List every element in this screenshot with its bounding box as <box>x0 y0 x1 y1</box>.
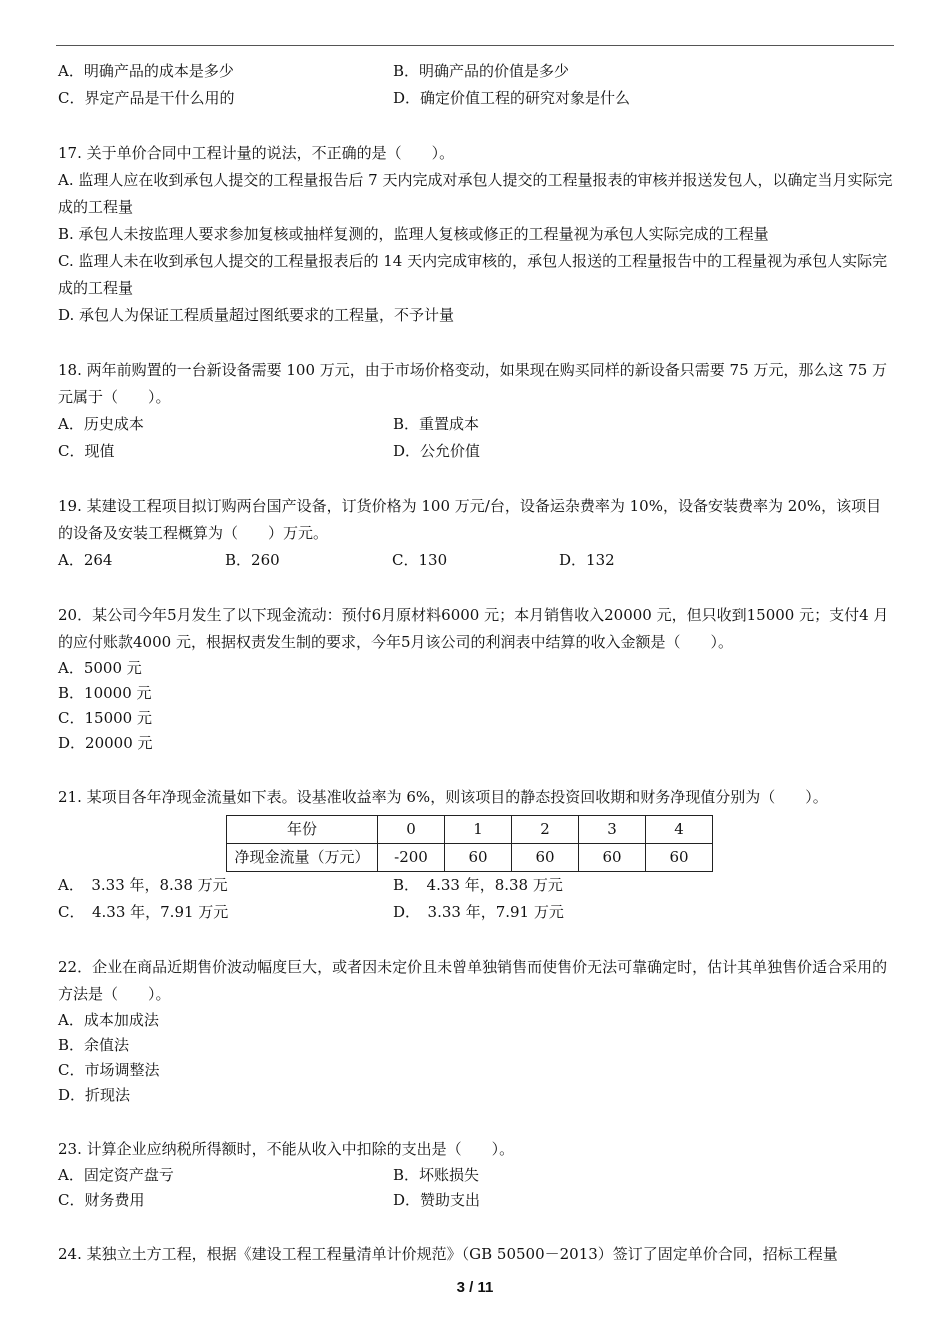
option-a[interactable]: A．264 <box>58 551 113 569</box>
question-24 <box>58 1241 894 1268</box>
option-d[interactable]: D．确定价值工程的研究对象是什么 <box>393 89 631 107</box>
question-23-stem: 23. 计算企业应纳税所得额时，不能从收入中扣除的支出是（ ）。 <box>58 1140 515 1158</box>
table-header-cell: 4 <box>646 816 713 844</box>
option-a[interactable]: A．成本加成法 <box>58 1011 159 1029</box>
question-20-stem: 20．某公司今年5月发生了以下现金流动：预付6月原材料6000 元；本月销售收入20000 元，但只收到15000 元；支付4 月的应付账款4000 元，根据权责发生制的要求，今年5月该公司的利润表中结算的收入金额是（ ）。 <box>58 606 889 651</box>
table-header-cell: 3 <box>579 816 646 844</box>
option-a[interactable]: A．历史成本 <box>58 415 144 433</box>
option-a[interactable]: A．5000 元 <box>58 659 142 677</box>
header-rule <box>56 45 894 46</box>
question-18 <box>58 357 894 465</box>
table-row <box>227 816 713 844</box>
option-c[interactable]: C．15000 元 <box>58 709 152 727</box>
question-20 <box>58 602 894 756</box>
option-b[interactable]: B．明确产品的价值是多少 <box>393 62 570 80</box>
question-21 <box>58 784 894 926</box>
option-d[interactable]: D．折现法 <box>58 1086 131 1104</box>
option-d[interactable]: D． 3.33 年，7.91 万元 <box>393 903 564 921</box>
option-b[interactable]: B．余值法 <box>58 1036 130 1054</box>
page-number: 3 / 11 <box>456 1279 494 1296</box>
option-c[interactable]: C．市场调整法 <box>58 1061 160 1079</box>
table-cell: -200 <box>378 844 445 872</box>
table-header-cell: 年份 <box>227 816 378 844</box>
table-cell: 净现金流量（万元） <box>227 844 378 872</box>
option-c[interactable]: C．财务费用 <box>58 1191 145 1209</box>
option-a[interactable]: A． 3.33 年，8.38 万元 <box>58 876 228 894</box>
table-cell: 60 <box>512 844 579 872</box>
question-23 <box>58 1136 894 1213</box>
exam-page <box>58 58 894 1268</box>
option-b[interactable]: B．260 <box>225 551 280 569</box>
option-a[interactable]: A．明确产品的成本是多少 <box>58 62 234 80</box>
cash-flow-table <box>226 815 713 872</box>
question-21-stem: 21. 某项目各年净现金流量如下表。设基准收益率为 6%，则该项目的静态投资回收期和财务净现值分别为（ ）。 <box>58 788 828 806</box>
question-19 <box>58 493 894 574</box>
question-18-stem: 18. 两年前购置的一台新设备需要 100 万元，由于市场价格变动，如果现在购买同样的新设备只需要 75 万元，那么这 75 万元属于（ ）。 <box>58 361 888 406</box>
question-19-stem: 19. 某建设工程项目拟订购两台国产设备，订货价格为 100 万元/台，设备运杂费率为 10%，设备安装费率为 20%，该项目的设备及安装工程概算为（ ）万元。 <box>58 497 882 542</box>
option-b[interactable]: B．坏账损失 <box>393 1166 480 1184</box>
option-b[interactable]: B．重置成本 <box>393 415 480 433</box>
table-cell: 60 <box>445 844 512 872</box>
table-header-cell: 0 <box>378 816 445 844</box>
table-cell: 60 <box>579 844 646 872</box>
option-c[interactable]: C．130 <box>392 551 448 569</box>
question-24-stem: 24. 某独立土方工程，根据《建设工程工程量清单计价规范》（GB 50500－2013）签订了固定单价合同，招标工程量 <box>58 1245 838 1263</box>
question-16-options <box>58 58 894 112</box>
option-d[interactable]: D. 承包人为保证工程质量超过图纸要求的工程量，不予计量 <box>58 306 455 324</box>
option-c[interactable]: C． 4.33 年，7.91 万元 <box>58 903 229 921</box>
option-d[interactable]: D．132 <box>559 551 615 569</box>
question-22 <box>58 954 894 1108</box>
option-b[interactable]: B. 承包人未按监理人要求参加复核或抽样复测的，监理人复核或修正的工程量视为承包人实际完成的工程量 <box>58 225 769 243</box>
option-c[interactable]: C．现值 <box>58 442 115 460</box>
table-row <box>227 844 713 872</box>
option-d[interactable]: D．赞助支出 <box>393 1191 481 1209</box>
option-b[interactable]: B．10000 元 <box>58 684 152 702</box>
option-c[interactable]: C．界定产品是干什么用的 <box>58 89 235 107</box>
table-header-cell: 1 <box>445 816 512 844</box>
table-cell: 60 <box>646 844 713 872</box>
option-a[interactable]: A. 监理人应在收到承包人提交的工程量报告后 7 天内完成对承包人提交的工程量报表的审核并报送发包人，以确定当月实际完成的工程量 <box>58 171 893 216</box>
question-22-stem: 22．企业在商品近期售价波动幅度巨大，或者因未定价且未曾单独销售而使售价无法可靠确定时，估计其单独售价适合采用的方法是（ ）。 <box>58 958 888 1003</box>
option-b[interactable]: B． 4.33 年，8.38 万元 <box>393 876 563 894</box>
option-a[interactable]: A．固定资产盘亏 <box>58 1166 174 1184</box>
option-d[interactable]: D．20000 元 <box>58 734 153 752</box>
option-d[interactable]: D．公允价值 <box>393 442 481 460</box>
option-c[interactable]: C. 监理人未在收到承包人提交的工程量报表后的 14 天内完成审核的，承包人报送的工程量报告中的工程量视为承包人实际完成的工程量 <box>58 252 888 297</box>
question-17-stem: 17. 关于单价合同中工程计量的说法，不正确的是（ ）。 <box>58 144 455 162</box>
question-17 <box>58 140 894 329</box>
table-header-cell: 2 <box>512 816 579 844</box>
